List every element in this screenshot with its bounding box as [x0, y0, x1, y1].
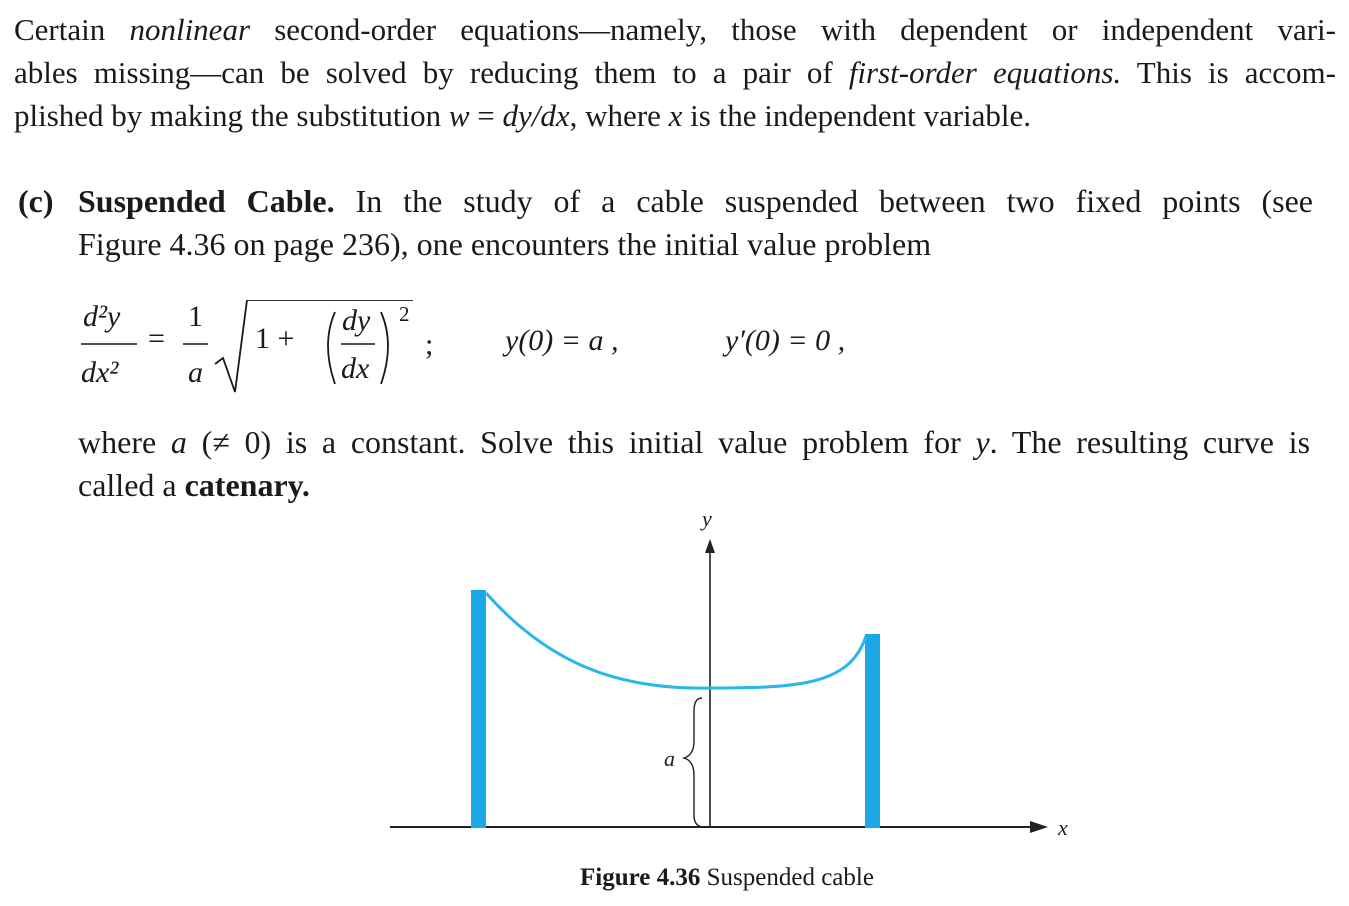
- text: where: [78, 424, 171, 460]
- text: called a: [78, 467, 185, 503]
- text: =: [469, 98, 503, 133]
- figure-caption: [580, 864, 874, 892]
- eq-dy: [342, 304, 370, 338]
- y-axis-arrow: [705, 539, 715, 553]
- text: This is accom-: [1121, 55, 1336, 90]
- problem-title: Suspended Cable.: [78, 183, 335, 219]
- left-pole: [471, 590, 486, 828]
- eq-ic2: [725, 324, 845, 358]
- text: second-order equations—namely, those with dependent or independent vari-: [250, 12, 1336, 47]
- eq-a: [188, 356, 203, 390]
- text-italic: first-order equations.: [848, 55, 1122, 90]
- var-w: w: [448, 98, 470, 133]
- eq-equals: =: [148, 322, 165, 355]
- right-pole: [865, 634, 880, 828]
- eq-ic1: [505, 324, 619, 358]
- x-axis-label: x: [1058, 815, 1068, 840]
- eq-one-plus: 1 +: [255, 322, 295, 355]
- text: y′(0) = 0 ,: [725, 324, 846, 357]
- text: d²y: [83, 300, 121, 333]
- intro-line-1: [14, 8, 1336, 51]
- caption-number: Figure 4.36: [580, 864, 701, 891]
- eq-dx: [341, 352, 369, 386]
- var-dydx: dy/dx: [502, 98, 570, 133]
- intro-line-3: [14, 94, 1336, 137]
- var-a: a: [170, 424, 187, 460]
- text: In the study of a cable suspended between two fixed points (see: [334, 183, 1314, 219]
- text-italic: nonlinear: [129, 12, 251, 47]
- eq-semicolon: ;: [425, 328, 434, 361]
- catenary-figure: [380, 505, 1080, 855]
- x-axis-arrow: [1030, 821, 1048, 833]
- var-y: y: [975, 424, 990, 460]
- problem-label: (c): [18, 183, 54, 219]
- intro-line-2: [14, 51, 1336, 94]
- para2-line-2: [78, 464, 1310, 507]
- text: . The resulting curve is: [989, 424, 1311, 460]
- problem-continuation: [78, 421, 1310, 507]
- text: ables missing—can be solved by reducing them to a pair of: [14, 55, 849, 90]
- eq-exponent: 2: [399, 302, 410, 326]
- a-brace: [684, 698, 704, 827]
- problem-statement: [78, 180, 1313, 266]
- text: a: [188, 356, 203, 389]
- text: is the independent variable.: [682, 98, 1032, 133]
- text: dx: [341, 352, 370, 385]
- text: (≠ 0) is a constant. Solve this initial value problem for: [186, 424, 976, 460]
- text: dy: [342, 304, 371, 337]
- eq-one: 1: [188, 300, 203, 333]
- intro-paragraph: [14, 8, 1336, 137]
- cable-curve: [486, 593, 866, 688]
- para2-line-1: [78, 421, 1310, 464]
- text: y(0) = a ,: [505, 324, 619, 357]
- var-x: x: [668, 98, 683, 133]
- y-axis-label: y: [702, 506, 712, 531]
- term-catenary: catenary.: [184, 467, 310, 503]
- text: Certain: [14, 12, 130, 47]
- text: , where: [569, 98, 669, 133]
- eq-dx2: [81, 356, 118, 390]
- text: dx²: [81, 356, 119, 389]
- problem-line-2: Figure 4.36 on page 236), one encounters the initial value problem: [78, 226, 932, 262]
- caption-text: Suspended cable: [700, 864, 874, 891]
- equation-ivp: [75, 300, 975, 400]
- text: plished by making the substitution: [14, 98, 449, 133]
- problem-line-1: [78, 180, 1313, 223]
- a-label: a: [664, 746, 675, 771]
